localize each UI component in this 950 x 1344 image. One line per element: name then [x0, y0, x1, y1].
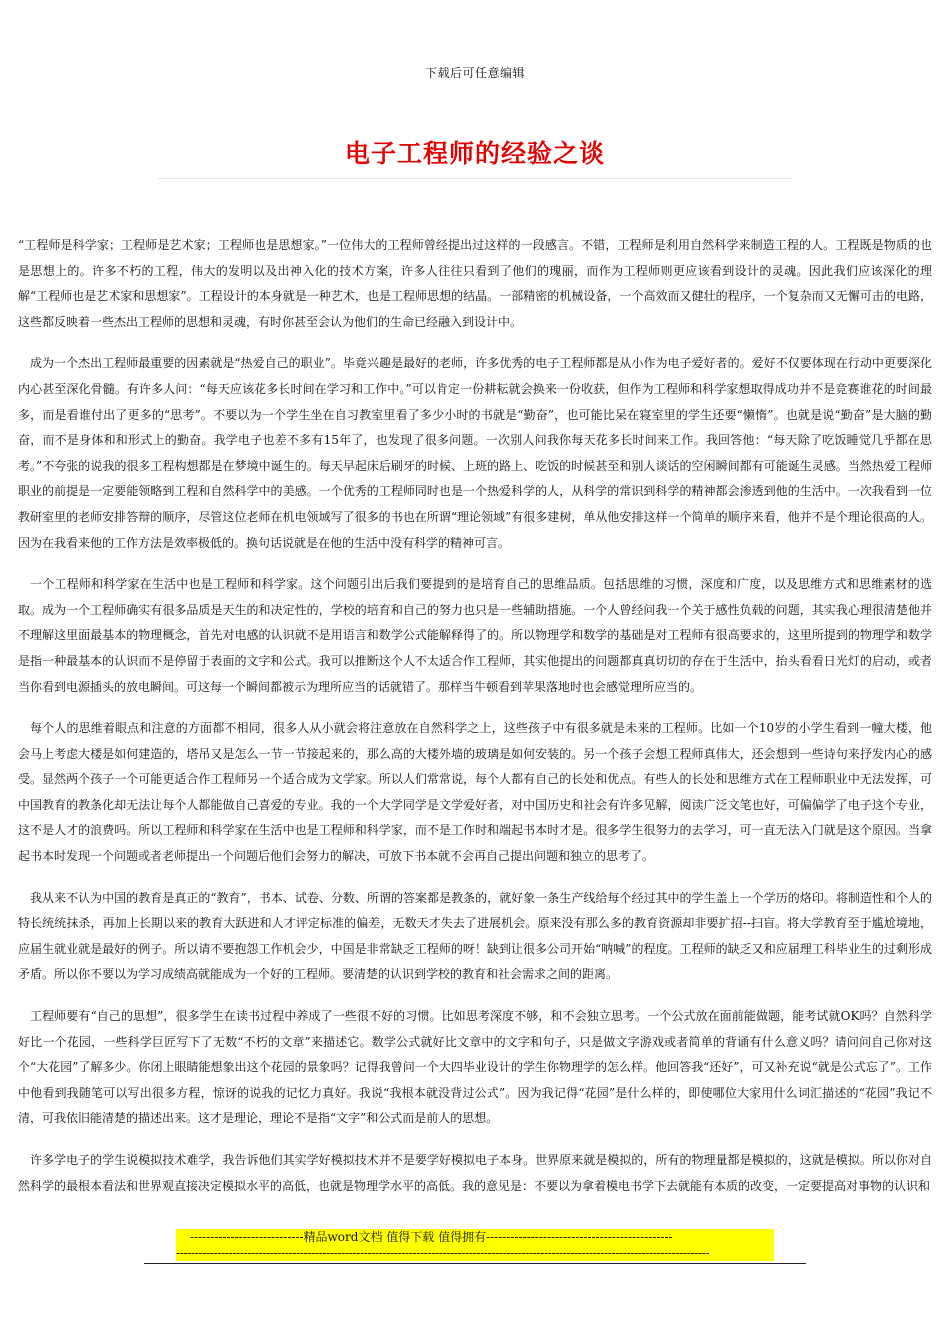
paragraph-1: “工程师是科学家；工程师是艺术家；工程师也是思想家。”一位伟大的工程师曾经提出过这样的一段感言。不错，工程师是利用自然科学来制造工程的人。工程既是物质的也是思想上的。许多不朽的工程，伟大的发明以及出神入化的技术方案，许多人往往只看到了他们的瑰丽，而作为工程师则更应该看到设计的灵魂。因此我们应该深化的理解“工程师也是艺术家和思想家”。工程设计的本身就是一种艺术，也是工程师思想的结晶。一部精密的机械设备，一个高效而又健壮的程序，一个复杂而又无懈可击的电路，这些都反映着一些杰出工程师的思想和灵魂，有时你甚至会认为他们的生命已经融入到设计中。 [18, 238, 932, 329]
paragraph-7: 许多学电子的学生说模拟技术难学，我告诉他们其实学好模拟技术并不是要学好模拟电子本身。世界原来就是模拟的，所有的物理量都是模拟的，这就是模拟。所以你对自然科学的最根本看法和世界观直接决定模拟水平的高低，也就是物理学水平的高低。我的意见是：不要以为拿着模电书学下去就能有本质的改变，一定要提高对事物的认识和 [18, 1153, 932, 1193]
header-note: 下载后可任意编辑 [424, 66, 525, 80]
footer-banner [176, 1229, 774, 1261]
footer-banner-line-1: ----------------------------精品word文档 值得下载 值得拥有---------------------------------------------- [190, 1230, 673, 1244]
paragraph-2: 成为一个杰出工程师最重要的因素就是“热爱自己的职业”。毕竟兴趣是最好的老师，许多优秀的电子工程师都是从小作为电子爱好者的。爱好不仅要体现在行动中更要深化内心甚至深化骨髓。有许多人问：“每天应该花多长时间在学习和工作中。”可以肯定一份耕耘就会换来一份收获，但作为工程师和科学家想取得成功并不是竞赛谁花的时间最多，而是看谁付出了更多的“思考”。不要以为一个学生坐在自习教室里看了多少小时的书就是“勤奋”，也可能比呆在寝室里的学生还要“懒惰”。也就是说“勤奋”是大脑的勤奋，而不是身体和和形式上的勤奋。我学电子也差不多有15年了，也发现了很多问题。一次别人问我你每天花多长时间来工作。我回答他：“每天除了吃饭睡觉几乎都在思考。”不夸张的说我的很多工程构想都是在梦境中诞生的。每天早起床后刷牙的时候、上班的路上、吃饭的时候甚至和别人谈话的空闲瞬间都有可能诞生灵感。当然热爱工程师职业的前提是一定要能领略到工程和自然科学中的美感。一个优秀的工程师同时也是一个热爱科学的人，从科学的常识到科学的精神都会渗透到他的生活中。一次我看到一位教研室里的老师安排答辩的顺序，尽管这位老师在机电领域写了很多的书也在所谓“理论领域”有很多建树，单从他安排这样一个简单的顺序来看，他并不是个理论很高的人。因为在我看来他的工作方法是效率极低的。换句话说就是在他的生活中没有科学的精神可言。 [18, 356, 932, 550]
document-title: 电子工程师的经验之谈 [344, 139, 605, 168]
footer-divider [144, 1263, 806, 1264]
document-body [18, 233, 932, 1213]
paragraph-3: 一个工程师和科学家在生活中也是工程师和科学家。这个问题引出后我们要提到的是培育自己的思维品质。包括思维的习惯，深度和广度，以及思维方式和思维素材的选取。成为一个工程师确实有很多品质是天生的和决定性的，学校的培育和自己的努力也只是一些辅助措施。一个人曾经问我一个关于感性负载的问题，其实我心理很清楚他并不理解这里面最基本的物理概念，首先对电感的认识就不是用语言和数学公式能解释得了的。所以物理学和数学的基础是对工程师有很高要求的，这里所提到的物理学和数学是指一种最基本的认识而不是停留于表面的文字和公式。我可以推断这个人不太适合作工程师，其实他提出的问题都真真切切的存在于生活中，抬头看看日光灯的启动，或者当你看到电源插头的放电瞬间。可这每一个瞬间都被示为理所应当的话就错了。那样当牛顿看到苹果落地时也会感觉理所应当的。 [18, 577, 932, 694]
paragraph-6: 工程师要有“自己的思想”，很多学生在读书过程中养成了一些很不好的习惯。比如思考深度不够，和不会独立思考。一个公式放在面前能做题，能考试就OK吗？自然科学好比一个花园，一些科学巨匠写下了无数“不朽的文章”来描述它。数学公式就好比文章中的文字和句子，只是做文字游戏或者简单的背诵有什么意义吗？请问问自己你对这个“大花园”了解多少。你闭上眼睛能想象出这个花园的景象吗？记得我曾问一个大四毕业设计的学生你物理学的怎么样。他回答我“还好”，可又补充说“就是公式忘了”。工作中他看到我随笔可以写出很多方程，惊讶的说我的记忆力真好。我说“我根本就没背过公式”。因为我记得“花园”是什么样的，即使哪位大家用什么词汇描述的“花园”我记不清，可我依旧能清楚的描述出来。这才是理论，理论不是指“文字”和公式而是前人的思想。 [18, 1009, 932, 1126]
footer-banner-line-2: ---------------------------------------------------------------------------------------------------------------------------------------------- [176, 1246, 710, 1260]
paragraph-5: 我从来不认为中国的教育是真正的“教育”，书本、试卷、分数、所谓的答案都是教条的，就好象一条生产线给每个经过其中的学生盖上一个学历的烙印。将制造性和个人的特长统统抹杀，再加上长期以来的教育大跃进和人才评定标准的偏差，无数天才失去了进展机会。原来没有那么多的教育资源却非要扩招--扫盲。将大学教育至于尴尬境地，应届生就业就是最好的例子。所以请不要抱怨工作机会少，中国是非常缺乏工程师的呀！缺到让很多公司开始“呐喊”的程度。工程师的缺乏又和应届理工科毕业生的过剩形成矛盾。所以你不要以为学习成绩高就能成为一个好的工程师。要清楚的认识到学校的教育和社会需求之间的距离。 [18, 890, 932, 982]
title-divider [158, 178, 792, 179]
paragraph-4: 每个人的思维着眼点和注意的方面都不相同，很多人从小就会将注意放在自然科学之上，这些孩子中有很多就是未来的工程师。比如一个10岁的小学生看到一幢大楼，他会马上考虑大楼是如何建造的，塔吊又是怎么一节一节接起来的，那么高的大楼外墙的玻璃是如何安装的。另一个孩子会想工程师真伟大，还会想到一些诗句来抒发内心的感受。显然两个孩子一个可能更适合作工程师另一个适合成为文学家。所以人们常常说，每个人都有自己的长处和优点。有些人的长处和思维方式在工程师职业中无法发挥，可中国教育的教条化却无法让每个人都能做自己喜爱的专业。我的一个大学同学是文学爱好者，对中国历史和社会有许多见解，阅读广泛文笔也好，可偏偏学了电子这个专业，这不是人才的浪费吗。所以工程师和科学家在生活中也是工程师和科学家，而不是工作时和端起书本时才是。很多学生很努力的去学习，可一直无法入门就是这个原因。当拿起书本时发现一个问题或者老师提出一个问题后他们会努力的解决，可放下书本就不会再自己提出问题和独立的思考了。 [18, 721, 932, 864]
